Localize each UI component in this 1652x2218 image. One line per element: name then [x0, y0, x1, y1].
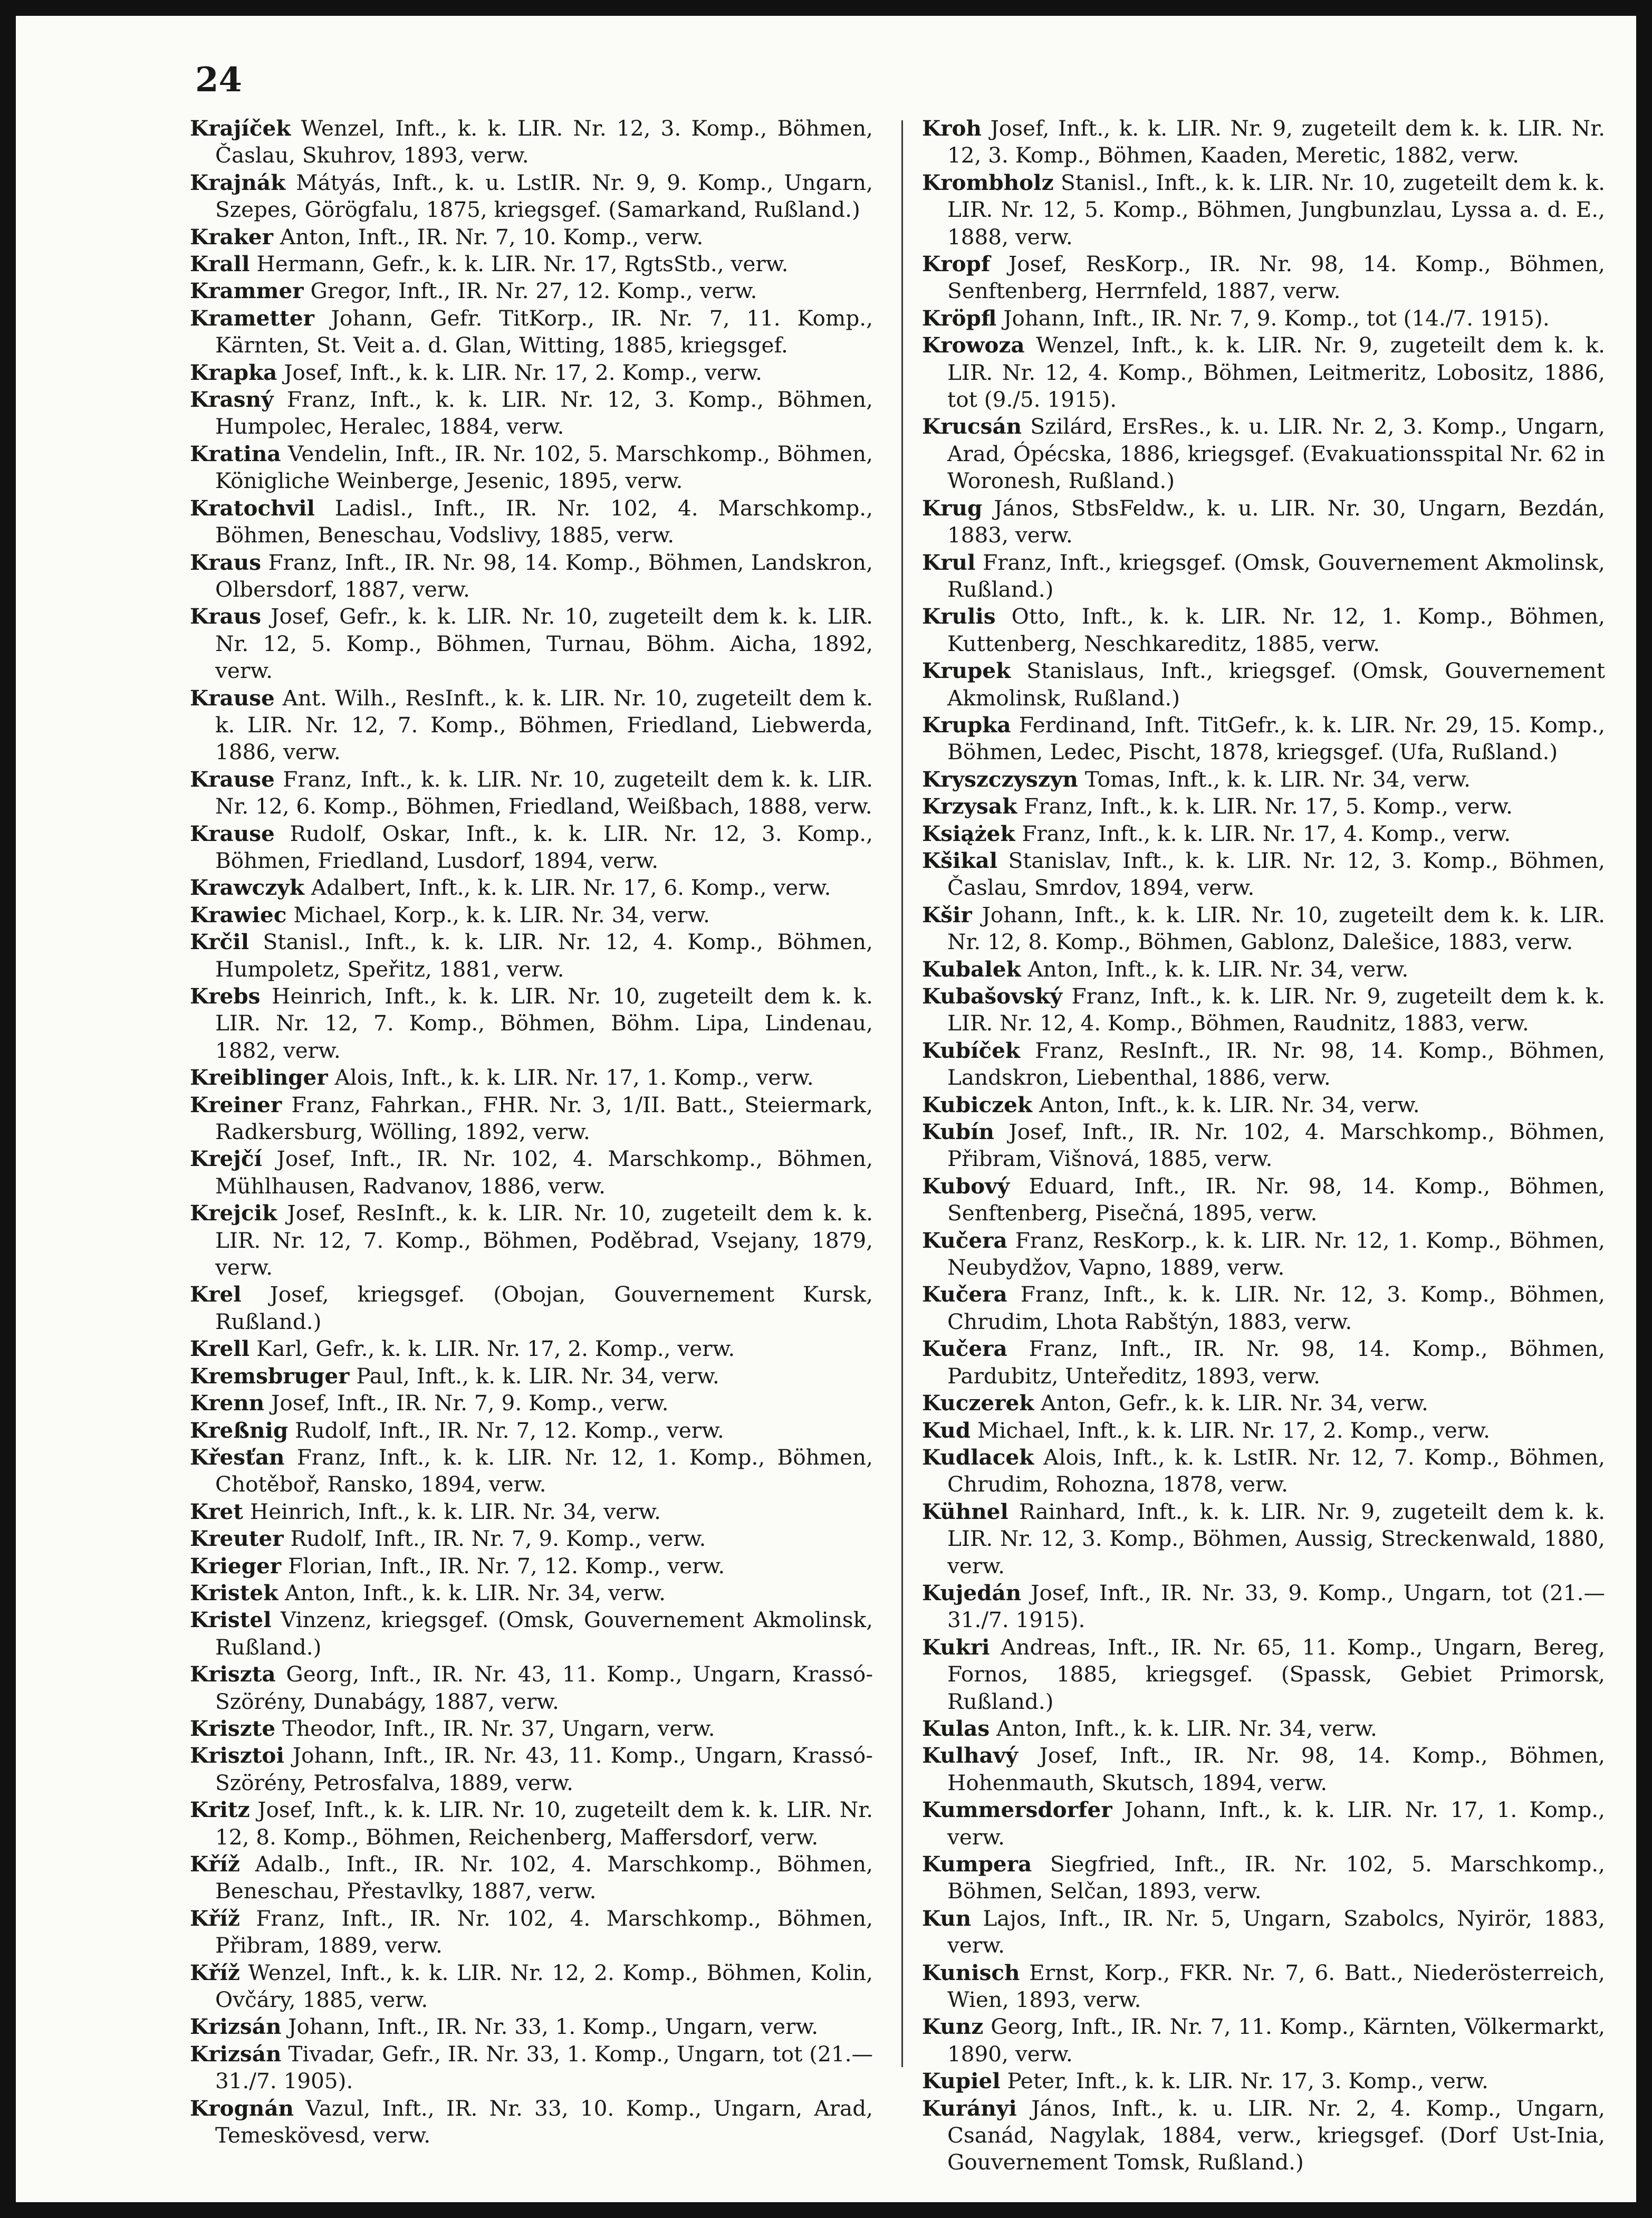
- entry-surname: Kříž: [190, 1851, 240, 1877]
- entry-surname: Kubiczek: [922, 1092, 1032, 1117]
- entry-details: Heinrich, Inft., k. k. LIR. Nr. 10, zugeteilt dem k. k. LIR. Nr. 12, 7. Komp., Böhmen, Böhm. Lipa, Lindenau, 1882, verw.: [215, 983, 873, 1063]
- list-entry: [190, 1335, 873, 1362]
- entry-surname: Krenn: [190, 1390, 265, 1416]
- entry-details: Heinrich, Inft., k. k. LIR. Nr. 34, verw.: [243, 1498, 661, 1524]
- list-entry: [190, 1092, 873, 1146]
- entry-surname: Kriszte: [190, 1715, 276, 1741]
- entry-surname: Krammer: [190, 278, 304, 304]
- list-entry: [922, 1118, 1605, 1173]
- entry-details: Vazul, Inft., IR. Nr. 33, 10. Komp., Ungarn, Arad, Temeskövesd, verw.: [215, 2095, 873, 2148]
- list-entry: [922, 115, 1605, 169]
- list-entry: [190, 1661, 873, 1715]
- entry-surname: Krause: [190, 685, 275, 711]
- list-entry: [922, 956, 1605, 983]
- entry-surname: Kud: [922, 1417, 971, 1443]
- entry-details: Johann, Inft., IR. Nr. 33, 1. Komp., Ungarn, verw.: [281, 2014, 819, 2040]
- list-entry: [922, 1851, 1605, 1905]
- entry-surname: Krause: [190, 766, 275, 792]
- entry-surname: Křesťan: [190, 1444, 285, 1470]
- list-entry: [190, 1905, 873, 1959]
- list-entry: [190, 495, 873, 549]
- entry-details: Franz, Inft., k. k. LIR. Nr. 10, zugeteilt dem k. k. LIR. Nr. 12, 6. Komp., Böhmen, Friedland, Weißbach, 1888, verw.: [215, 766, 873, 819]
- entry-surname: Kroh: [922, 116, 982, 141]
- list-entry: [922, 1580, 1605, 1634]
- entry-surname: Kreiblinger: [190, 1065, 328, 1091]
- list-entry: [190, 251, 873, 278]
- list-entry: [922, 305, 1605, 332]
- list-entry: [922, 712, 1605, 766]
- entry-surname: Książek: [922, 820, 1015, 846]
- entry-surname: Kubalek: [922, 956, 1021, 982]
- list-entry: [922, 1498, 1605, 1580]
- entry-surname: Krajnák: [190, 169, 286, 195]
- entry-surname: Krulis: [922, 604, 996, 629]
- entry-details: Ferdinand, Inft. TitGefr., k. k. LIR. Nr. 29, 15. Komp., Böhmen, Ledec, Pischt, 1878, kriegsgef. (Ufa, Rußland.): [947, 712, 1605, 765]
- entry-surname: Krasný: [190, 387, 274, 413]
- entry-surname: Krucsán: [922, 414, 1022, 439]
- entry-surname: Kunz: [922, 2014, 984, 2040]
- list-entry: [190, 685, 873, 766]
- entry-details: Wenzel, Inft., k. k. LIR. Nr. 9, zugeteilt dem k. k. LIR. Nr. 12, 4. Komp., Böhmen, Leitmeritz, Lobositz, 1886, tot (9./5. 1915).: [947, 332, 1605, 413]
- entry-details: Franz, Inft., k. k. LIR. Nr. 17, 4. Komp., verw.: [1015, 820, 1511, 846]
- entry-surname: Krebs: [190, 983, 261, 1009]
- list-entry: [190, 766, 873, 820]
- entry-details: Tivadar, Gefr., IR. Nr. 33, 1. Komp., Ungarn, tot (21.—31./7. 1905).: [215, 2041, 873, 2094]
- entry-details: Franz, Inft., k. k. LIR. Nr. 12, 1. Komp., Böhmen, Chotěboř, Ransko, 1894, verw.: [215, 1444, 873, 1497]
- list-entry: [190, 1390, 873, 1417]
- entry-details: Szilárd, ErsRes., k. u. LIR. Nr. 2, 3. Komp., Ungarn, Arad, Ópécska, 1886, kriegsgef. (Evakuationsspital Nr. 62 in Woronesh, Rußland.): [947, 414, 1605, 494]
- list-entry: [922, 1742, 1605, 1796]
- entry-details: Franz, Inft., IR. Nr. 98, 14. Komp., Böhmen, Pardubitz, Unteředitz, 1893, verw.: [947, 1336, 1605, 1389]
- entry-details: Johann, Inft., IR. Nr. 7, 9. Komp., tot (14./7. 1915).: [996, 305, 1550, 331]
- entry-details: Karl, Gefr., k. k. LIR. Nr. 17, 2. Komp., verw.: [249, 1336, 735, 1362]
- entry-surname: Kraus: [190, 549, 262, 575]
- document-page: [16, 16, 1636, 2202]
- entry-surname: Krul: [922, 549, 976, 575]
- entry-details: Paul, Inft., k. k. LIR. Nr. 34, verw.: [349, 1363, 719, 1389]
- list-entry: [922, 1173, 1605, 1227]
- entry-details: Rudolf, Inft., IR. Nr. 7, 9. Komp., verw.: [283, 1526, 706, 1552]
- list-entry: [922, 1905, 1605, 1959]
- list-entry: [190, 224, 873, 251]
- entry-details: Wenzel, Inft., k. k. LIR. Nr. 12, 3. Komp., Böhmen, Časlau, Skuhrov, 1893, verw.: [215, 116, 873, 168]
- entry-details: Stanisl., Inft., k. k. LIR. Nr. 10, zugeteilt dem k. k. LIR. Nr. 12, 5. Komp., Böhmen, Jungbunzlau, Lyssa a. d. E., 1888, verw.: [947, 169, 1605, 250]
- list-entry: [922, 2068, 1605, 2095]
- entry-surname: Krawiec: [190, 902, 287, 928]
- entry-details: Alois, Inft., k. k. LstIR. Nr. 12, 7. Komp., Böhmen, Chrudim, Rohozna, 1878, verw.: [947, 1444, 1605, 1497]
- entry-surname: Kubín: [922, 1119, 994, 1145]
- entry-surname: Kreiner: [190, 1092, 282, 1117]
- list-entry: [922, 1335, 1605, 1390]
- entry-details: Johann, Inft., IR. Nr. 43, 11. Komp., Ungarn, Krassó-Szörény, Petrosfalva, 1889, verw.: [215, 1743, 873, 1795]
- entry-surname: Kreßnig: [190, 1417, 289, 1443]
- entry-details: Josef, Inft., IR. Nr. 7, 9. Komp., verw.: [264, 1390, 669, 1416]
- list-entry: [922, 1390, 1605, 1417]
- entry-details: Ant. Wilh., ResInft., k. k. LIR. Nr. 10, zugeteilt dem k. k. LIR. Nr. 12, 7. Komp., Böhmen, Friedland, Liebwerda, 1886, verw.: [215, 685, 873, 765]
- list-entry: [190, 169, 873, 224]
- entry-details: Stanislav, Inft., k. k. LIR. Nr. 12, 3. Komp., Böhmen, Časlau, Smrdov, 1894, verw.: [947, 847, 1605, 901]
- list-entry: [922, 1037, 1605, 1092]
- list-entry: [190, 1742, 873, 1796]
- list-entry: [190, 1959, 873, 2014]
- list-entry: [922, 1227, 1605, 1282]
- entry-surname: Krupek: [922, 658, 1011, 684]
- list-entry: [922, 820, 1605, 847]
- entry-details: Vinzenz, kriegsgef. (Omsk, Gouvernement Akmolinsk, Rußland.): [215, 1607, 873, 1660]
- entry-surname: Kremsbruger: [190, 1363, 350, 1389]
- entry-surname: Kumpera: [922, 1851, 1032, 1877]
- entry-surname: Krametter: [190, 305, 314, 331]
- entry-details: Andreas, Inft., IR. Nr. 65, 11. Komp., Ungarn, Bereg, Fornos, 1885, kriegsgef. (Spassk, Gebiet Primorsk, Rußland.): [947, 1634, 1605, 1714]
- entry-surname: Kraker: [190, 224, 273, 250]
- entry-details: Franz, Inft., k. k. LIR. Nr. 17, 5. Komp., verw.: [1017, 793, 1513, 819]
- entry-surname: Kryszczyszyn: [922, 766, 1078, 792]
- list-entry: [190, 929, 873, 983]
- entry-details: Josef, kriegsgef. (Obojan, Gouvernement Kursk, Rußland.): [215, 1282, 873, 1334]
- entry-details: Wenzel, Inft., k. k. LIR. Nr. 12, 2. Komp., Böhmen, Kolin, Ovčáry, 1885, verw.: [215, 1959, 873, 2013]
- list-entry: [190, 1796, 873, 1851]
- list-entry: [190, 820, 873, 875]
- list-entry: [190, 2095, 873, 2149]
- entry-details: Josef, Inft., k. k. LIR. Nr. 9, zugeteilt dem k. k. LIR. Nr. 12, 3. Komp., Böhmen, Kaaden, Meretic, 1882, verw.: [947, 116, 1605, 168]
- entry-surname: Kříž: [190, 1905, 240, 1931]
- entry-details: Stanislaus, Inft., kriegsgef. (Omsk, Gouvernement Akmolinsk, Rußland.): [947, 658, 1605, 711]
- list-entry: [190, 2013, 873, 2040]
- entry-surname: Krel: [190, 1282, 242, 1307]
- entry-surname: Kurányi: [922, 2095, 1017, 2121]
- entry-details: Rudolf, Inft., IR. Nr. 7, 12. Komp., verw.: [288, 1417, 724, 1443]
- entry-details: Otto, Inft., k. k. LIR. Nr. 12, 1. Komp., Böhmen, Kuttenberg, Neschkareditz, 1885, verw.: [947, 604, 1605, 656]
- entry-details: Georg, Inft., IR. Nr. 7, 11. Komp., Kärnten, Völkermarkt, 1890, verw.: [947, 2014, 1605, 2067]
- list-entry: [190, 441, 873, 495]
- entry-surname: Krajíček: [190, 116, 291, 141]
- entry-surname: Kristek: [190, 1580, 278, 1605]
- entry-surname: Kupiel: [922, 2068, 1001, 2094]
- list-entry: [922, 983, 1605, 1037]
- entry-details: Eduard, Inft., IR. Nr. 98, 14. Komp., Böhmen, Senftenberg, Pisečná, 1895, verw.: [947, 1173, 1605, 1226]
- entry-surname: Kubový: [922, 1173, 1010, 1199]
- entry-surname: Kreuter: [190, 1526, 284, 1552]
- entry-surname: Kret: [190, 1498, 244, 1524]
- entry-surname: Krombholz: [922, 169, 1054, 195]
- entry-surname: Krieger: [190, 1553, 282, 1579]
- list-entry: [190, 1580, 873, 1607]
- list-entry: [922, 495, 1605, 549]
- entry-surname: Kristel: [190, 1607, 272, 1633]
- entry-details: Franz, ResInft., IR. Nr. 98, 14. Komp., Böhmen, Landskron, Liebenthal, 1886, verw.: [947, 1037, 1605, 1091]
- entry-details: Franz, Inft., k. k. LIR. Nr. 12, 3. Komp., Böhmen, Humpolec, Heralec, 1884, verw.: [215, 387, 873, 439]
- list-entry: [922, 1715, 1605, 1742]
- entry-details: Ladisl., Inft., IR. Nr. 102, 4. Marschkomp., Böhmen, Beneschau, Vodslivy, 1885, verw.: [215, 495, 873, 548]
- entry-details: Franz, Fahrkan., FHR. Nr. 3, 1/II. Batt., Steiermark, Radkersburg, Wölling, 1892, verw.: [215, 1092, 873, 1145]
- entry-surname: Kukri: [922, 1634, 990, 1660]
- list-entry: [190, 983, 873, 1064]
- entry-details: Franz, Inft., k. k. LIR. Nr. 12, 3. Komp., Böhmen, Chrudim, Lhota Rabštýn, 1883, verw.: [947, 1282, 1605, 1334]
- list-entry: [190, 1851, 873, 1905]
- entry-surname: Kučera: [922, 1336, 1007, 1362]
- entry-surname: Krowoza: [922, 332, 1025, 358]
- entry-details: Mátyás, Inft., k. u. LstIR. Nr. 9, 9. Komp., Ungarn, Szepes, Görögfalu, 1875, kriegsgef. (Samarkand, Rußland.): [215, 169, 873, 223]
- entry-details: Anton, Inft., IR. Nr. 7, 10. Komp., verw.: [273, 224, 704, 250]
- entry-details: Franz, ResKorp., k. k. LIR. Nr. 12, 1. Komp., Böhmen, Neubydžov, Vapno, 1889, verw.: [947, 1227, 1605, 1280]
- entry-details: Michael, Inft., k. k. LIR. Nr. 17, 2. Komp., verw.: [971, 1417, 1490, 1443]
- entry-surname: Kudlacek: [922, 1444, 1034, 1470]
- entry-surname: Kulhavý: [922, 1743, 1018, 1768]
- list-entry: [922, 847, 1605, 902]
- entry-surname: Kulas: [922, 1715, 990, 1741]
- list-entry: [190, 1607, 873, 1661]
- entry-details: Josef, Inft., IR. Nr. 102, 4. Marschkomp., Böhmen, Přibram, Višnová, 1885, verw.: [947, 1119, 1605, 1172]
- entry-details: Franz, Inft., IR. Nr. 102, 4. Marschkomp., Böhmen, Přibram, 1889, verw.: [215, 1905, 873, 1958]
- entry-surname: Krzysak: [922, 793, 1017, 819]
- list-entry: [190, 549, 873, 604]
- entry-surname: Krawczyk: [190, 875, 304, 901]
- entry-surname: Kühnel: [922, 1498, 1009, 1524]
- entry-details: Stanisl., Inft., k. k. LIR. Nr. 12, 4. Komp., Böhmen, Humpoletz, Speřitz, 1881, verw.: [215, 929, 873, 982]
- entry-surname: Kun: [922, 1905, 972, 1931]
- entry-details: Josef, Inft., IR. Nr. 102, 4. Marschkomp., Böhmen, Mühlhausen, Radvanov, 1886, verw.: [215, 1146, 873, 1199]
- entry-surname: Krejcik: [190, 1200, 277, 1226]
- entry-surname: Krall: [190, 251, 250, 277]
- entry-details: Josef, Gefr., k. k. LIR. Nr. 10, zugeteilt dem k. k. LIR. Nr. 12, 5. Komp., Böhmen, Turnau, Böhm. Aicha, 1892, verw.: [215, 604, 873, 684]
- list-entry: [190, 278, 873, 304]
- entry-surname: Krčil: [190, 929, 249, 955]
- column-divider: [901, 120, 903, 2067]
- list-entry: [922, 2013, 1605, 2068]
- entry-details: Franz, Inft., kriegsgef. (Omsk, Gouvernement Akmolinsk, Rußland.): [947, 549, 1605, 602]
- entry-details: Franz, Inft., k. k. LIR. Nr. 9, zugeteilt dem k. k. LIR. Nr. 12, 4. Komp., Böhmen, Raudnitz, 1883, verw.: [947, 983, 1605, 1036]
- entry-details: Gregor, Inft., IR. Nr. 27, 12. Komp., verw.: [303, 278, 757, 304]
- left-column: [190, 115, 873, 2149]
- entry-surname: Kšir: [922, 902, 972, 928]
- list-entry: [922, 902, 1605, 956]
- entry-details: Florian, Inft., IR. Nr. 7, 12. Komp., verw.: [281, 1553, 725, 1579]
- list-entry: [190, 1444, 873, 1498]
- entry-details: János, StbsFeldw., k. u. LIR. Nr. 30, Ungarn, Bezdán, 1883, verw.: [947, 495, 1605, 548]
- entry-surname: Kraus: [190, 604, 262, 629]
- list-entry: [190, 1498, 873, 1525]
- list-entry: [922, 332, 1605, 413]
- entry-details: Josef, ResInft., k. k. LIR. Nr. 10, zugeteilt dem k. k. LIR. Nr. 12, 7. Komp., Böhmen, Poděbrad, Vsejany, 1879, verw.: [215, 1200, 873, 1280]
- entry-surname: Kröpfl: [922, 305, 997, 331]
- entry-details: Hermann, Gefr., k. k. LIR. Nr. 17, RgtsStb., verw.: [249, 251, 789, 277]
- entry-details: Rudolf, Oskar, Inft., k. k. LIR. Nr. 12, 3. Komp., Böhmen, Friedland, Lusdorf, 1894, verw.: [215, 820, 873, 873]
- entry-surname: Kummersdorfer: [922, 1797, 1112, 1823]
- list-entry: [922, 1959, 1605, 2014]
- entry-surname: Kubíček: [922, 1037, 1020, 1063]
- entry-details: Lajos, Inft., IR. Nr. 5, Ungarn, Szabolcs, Nyirör, 1883, verw.: [947, 1905, 1605, 1958]
- entry-details: Ernst, Korp., FKR. Nr. 7, 6. Batt., Niederösterreich, Wien, 1893, verw.: [947, 1959, 1605, 2013]
- entry-surname: Kujedán: [922, 1580, 1022, 1605]
- list-entry: [190, 1281, 873, 1335]
- entry-details: János, Inft., k. u. LIR. Nr. 2, 4. Komp., Ungarn, Csanád, Nagylak, 1884, verw., kriegsgef. (Dorf Ust-Inia, Gouvernement Tomsk, Rußland.): [947, 2095, 1605, 2175]
- list-entry: [190, 1064, 873, 1091]
- entry-details: Josef, Inft., k. k. LIR. Nr. 10, zugeteilt dem k. k. LIR. Nr. 12, 8. Komp., Böhmen, Reichenberg, Maffersdorf, verw.: [215, 1797, 873, 1850]
- entry-details: Josef, Inft., IR. Nr. 98, 14. Komp., Böhmen, Hohenmauth, Skutsch, 1894, verw.: [947, 1743, 1605, 1795]
- entry-surname: Kritz: [190, 1797, 250, 1823]
- list-entry: [190, 1417, 873, 1444]
- right-column: [922, 115, 1605, 2176]
- entry-details: Anton, Inft., k. k. LIR. Nr. 34, verw.: [990, 1715, 1377, 1741]
- list-entry: [922, 1417, 1605, 1444]
- entry-surname: Kriszta: [190, 1661, 276, 1687]
- entry-surname: Kučera: [922, 1282, 1007, 1307]
- list-entry: [190, 874, 873, 901]
- entry-details: Anton, Inft., k. k. LIR. Nr. 34, verw.: [1032, 1092, 1420, 1117]
- entry-details: Vendelin, Inft., IR. Nr. 102, 5. Marschkomp., Böhmen, Königliche Weinberge, Jesenic, 1895, verw.: [215, 441, 873, 494]
- entry-details: Anton, Inft., k. k. LIR. Nr. 34, verw.: [278, 1580, 666, 1605]
- list-entry: [922, 1092, 1605, 1118]
- entry-surname: Kuczerek: [922, 1390, 1034, 1416]
- list-entry: [922, 2095, 1605, 2176]
- entry-details: Josef, ResKorp., IR. Nr. 98, 14. Komp., Böhmen, Senftenberg, Herrnfeld, 1887, verw.: [947, 251, 1605, 304]
- list-entry: [922, 1444, 1605, 1498]
- list-entry: [190, 305, 873, 359]
- entry-details: Rainhard, Inft., k. k. LIR. Nr. 9, zugeteilt dem k. k. LIR. Nr. 12, 3. Komp., Böhmen, Aussig, Streckenwald, 1880, verw.: [947, 1498, 1605, 1579]
- list-entry: [922, 1281, 1605, 1335]
- entry-details: Anton, Inft., k. k. LIR. Nr. 34, verw.: [1021, 956, 1409, 982]
- entry-details: Anton, Gefr., k. k. LIR. Nr. 34, verw.: [1034, 1390, 1428, 1416]
- list-entry: [922, 251, 1605, 305]
- entry-details: Michael, Korp., k. k. LIR. Nr. 34, verw.: [286, 902, 710, 928]
- entry-surname: Krizsán: [190, 2014, 282, 2040]
- list-entry: [922, 603, 1605, 657]
- entry-surname: Krizsán: [190, 2041, 282, 2067]
- list-entry: [190, 1553, 873, 1580]
- list-entry: [190, 603, 873, 684]
- entry-surname: Krell: [190, 1336, 250, 1362]
- entry-details: Theodor, Inft., IR. Nr. 37, Ungarn, verw.: [275, 1715, 715, 1741]
- entry-surname: Kratina: [190, 441, 281, 466]
- list-entry: [190, 902, 873, 929]
- entry-surname: Kunisch: [922, 1959, 1020, 1985]
- entry-details: Peter, Inft., k. k. LIR. Nr. 17, 3. Komp., verw.: [1000, 2068, 1488, 2094]
- entry-details: Siegfried, Inft., IR. Nr. 102, 5. Marschkomp., Böhmen, Selčan, 1893, verw.: [947, 1851, 1605, 1904]
- entry-surname: Kšikal: [922, 847, 998, 873]
- list-entry: [922, 413, 1605, 494]
- list-entry: [922, 766, 1605, 793]
- list-entry: [922, 549, 1605, 604]
- entry-details: Georg, Inft., IR. Nr. 43, 11. Komp., Ungarn, Krassó-Szörény, Dunabágy, 1887, verw.: [215, 1661, 873, 1714]
- entry-surname: Krapka: [190, 359, 277, 385]
- list-entry: [922, 1796, 1605, 1851]
- entry-surname: Kříž: [190, 1959, 240, 1985]
- list-entry: [190, 115, 873, 169]
- list-entry: [190, 2041, 873, 2095]
- list-entry: [190, 1145, 873, 1200]
- entry-details: Josef, Inft., k. k. LIR. Nr. 17, 2. Komp., verw.: [277, 359, 762, 385]
- entry-details: Alois, Inft., k. k. LIR. Nr. 17, 1. Komp., verw.: [328, 1065, 814, 1091]
- entry-surname: Kučera: [922, 1227, 1007, 1253]
- entry-surname: Kropf: [922, 251, 991, 277]
- page-number: 24: [195, 60, 243, 100]
- list-entry: [190, 1200, 873, 1281]
- list-entry: [922, 793, 1605, 820]
- entry-surname: Krisztoi: [190, 1743, 284, 1768]
- entry-surname: Krause: [190, 820, 275, 846]
- list-entry: [922, 1634, 1605, 1715]
- list-entry: [190, 1525, 873, 1552]
- entry-surname: Kratochvil: [190, 495, 315, 521]
- entry-surname: Krupka: [922, 712, 1011, 738]
- entry-surname: Kubašovský: [922, 983, 1063, 1009]
- entry-details: Adalb., Inft., IR. Nr. 102, 4. Marschkomp., Böhmen, Beneschau, Přestavlky, 1887, verw.: [215, 1851, 873, 1904]
- entry-details: Adalbert, Inft., k. k. LIR. Nr. 17, 6. Komp., verw.: [304, 875, 831, 901]
- entry-surname: Krognán: [190, 2095, 294, 2121]
- list-entry: [922, 657, 1605, 712]
- entry-details: Johann, Inft., k. k. LIR. Nr. 17, 1. Komp., verw.: [947, 1797, 1605, 1850]
- entry-details: Josef, Inft., IR. Nr. 33, 9. Komp., Ungarn, tot (21.—31./7. 1915).: [947, 1580, 1605, 1633]
- entry-surname: Krug: [922, 495, 983, 521]
- entry-details: Johann, Gefr. TitKorp., IR. Nr. 7, 11. Komp., Kärnten, St. Veit a. d. Glan, Witting, 1885, kriegsgef.: [215, 305, 873, 358]
- list-entry: [190, 1363, 873, 1390]
- entry-surname: Krejčí: [190, 1146, 263, 1172]
- entry-details: Johann, Inft., k. k. LIR. Nr. 10, zugeteilt dem k. k. LIR. Nr. 12, 8. Komp., Böhmen, Gablonz, Dalešice, 1883, verw.: [947, 902, 1605, 955]
- list-entry: [190, 386, 873, 441]
- list-entry: [190, 359, 873, 386]
- entry-details: Tomas, Inft., k. k. LIR. Nr. 34, verw.: [1078, 766, 1471, 792]
- entry-details: Franz, Inft., IR. Nr. 98, 14. Komp., Böhmen, Landskron, Olbersdorf, 1887, verw.: [215, 549, 873, 602]
- list-entry: [190, 1715, 873, 1742]
- list-entry: [922, 169, 1605, 251]
